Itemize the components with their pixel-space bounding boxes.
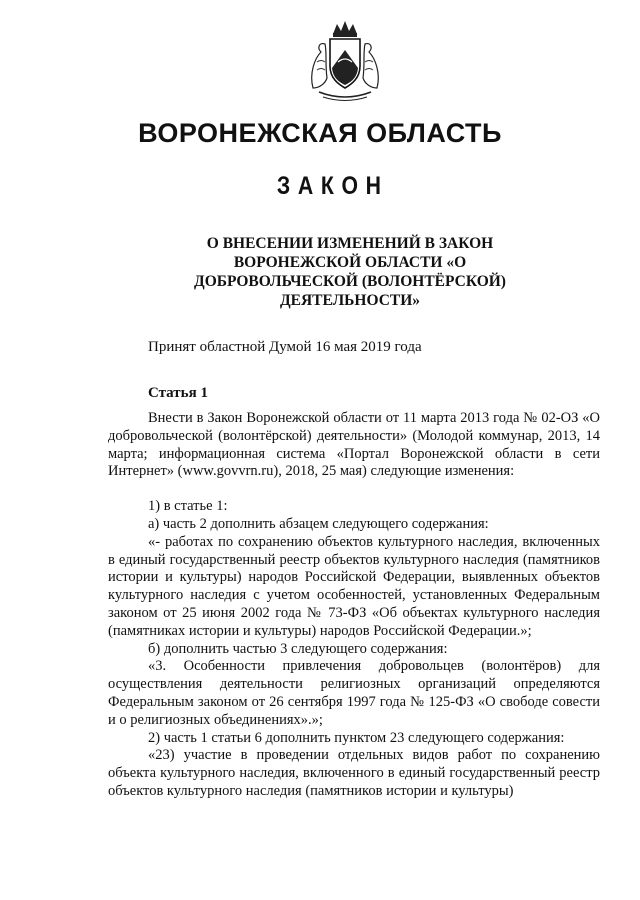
article-paragraph: 1) в статье 1:	[148, 498, 228, 515]
article-paragraph: «- работах по сохранению объектов культурного наследия, включенных в единый государственный реестр объектов культурного наследия (памятников истории и культуры) народов Российской Федерации, выявленных объектов культурного наследия с учетом особенностей, установленных Федеральным законом от 25 июня 2002 года № 73-ФЗ «Об объектах культурного наследия (памятниках истории и культуры) народов Российской Федерации.»;	[108, 533, 600, 639]
article-body	[108, 410, 600, 801]
article-paragraph: «3. Особенности привлечения добровольцев (волонтёров) для осуществления деятельности религиозных организаций определяются Федеральным законом от 26 сентября 1997 года № 125-ФЗ «О свободе совести и о религиозных объединениях».»;	[108, 658, 600, 728]
adoption-note: Принят областной Думой 16 мая 2019 года	[148, 339, 422, 355]
article-paragraph: а) часть 2 дополнить абзацем следующего содержания:	[148, 515, 489, 532]
document-type: ЗАКОН	[276, 172, 389, 200]
coat-of-arms-icon	[305, 18, 385, 104]
article-heading: Статья 1	[148, 385, 208, 401]
article-paragraph: «23) участие в проведении отдельных видов работ по сохранению объекта культурного наследия, включенного в единый государственный реестр объектов культурного наследия (памятников истории и культуры)	[108, 747, 600, 799]
region-title: ВОРОНЕЖСКАЯ ОБЛАСТЬ	[138, 118, 502, 148]
article-paragraph: 2) часть 1 статьи 6 дополнить пунктом 23 следующего содержания:	[148, 729, 565, 746]
article-paragraph: Внести в Закон Воронежской области от 11 марта 2013 года № 02-ОЗ «О добровольческой (волонтёрской) деятельности» (Молодой коммунар, 2013, 14 марта; информационная система «Портал Воронежской области в сети Интернет» (www.govvrn.ru), 2018, 25 мая) следующие изменения:	[108, 410, 600, 480]
article-paragraph: б) дополнить частью 3 следующего содержания:	[148, 640, 448, 657]
law-title: О ВНЕСЕНИИ ИЗМЕНЕНИЙ В ЗАКОН ВОРОНЕЖСКОЙ ОБЛАСТИ «О ДОБРОВОЛЬЧЕСКОЙ (ВОЛОНТЁРСКОЙ) ДЕЯТЕЛЬНОСТИ»	[194, 235, 506, 309]
